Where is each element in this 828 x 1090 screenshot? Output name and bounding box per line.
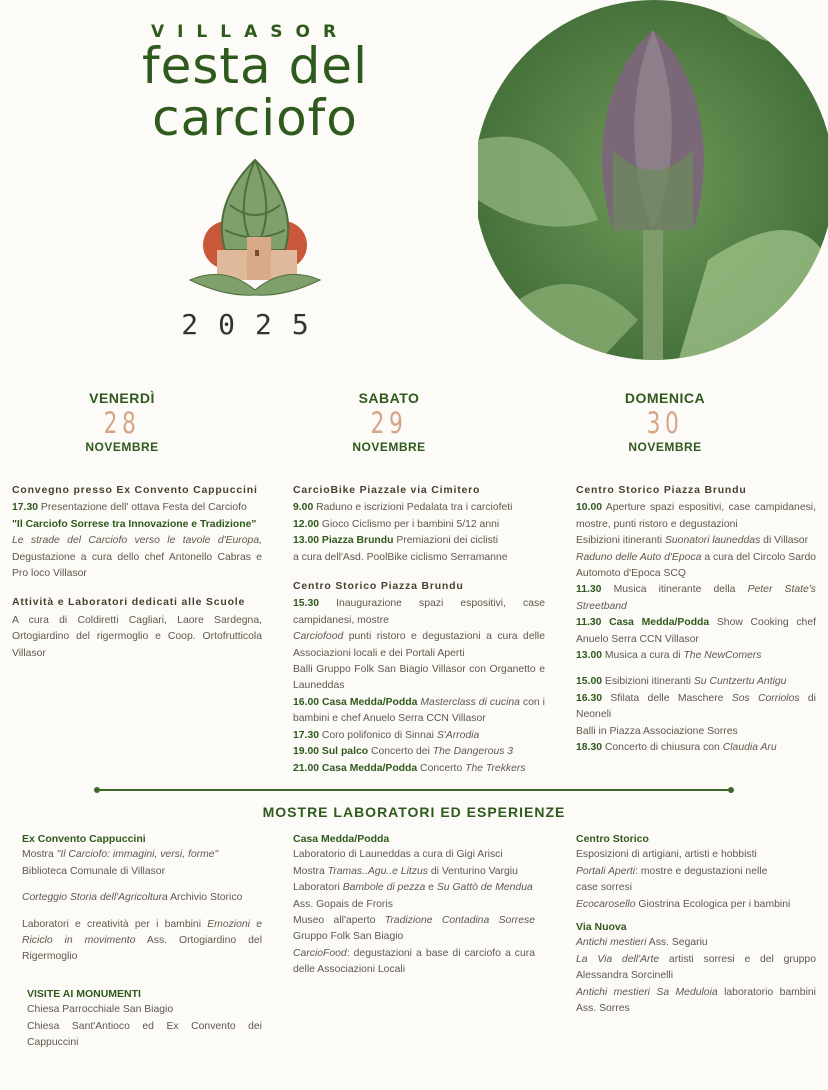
event-text: di Villasor [760,535,809,547]
event-title: Bambole di pezza [342,882,426,894]
event-text: Laboratorio di Launeddas a cura di Gigi Arisci [293,849,503,861]
program-line [293,500,545,516]
program-line [293,913,535,946]
time-label: 19.00 Sul palco [293,746,369,758]
program-line [293,596,545,629]
program-line [293,864,535,880]
event-text: Esibizioni itineranti [576,535,665,547]
event-text: Concerto di chiusura con [602,742,723,754]
day-number: 29 [370,406,408,440]
group-heading: VISITE AI MONUMENTI [27,987,141,1000]
festival-title [130,37,380,147]
event-title: Masterclass di cucina [417,696,520,708]
event-text: Inaugurazione spazi espositivi, case campidanesi, mostre [293,598,545,626]
program-line [293,897,535,913]
exhibits-title: MOSTRE LABORATORI ED ESPERIENZE [262,803,566,820]
event-text: : degustazioni a base di carciofo a cura delle Associazioni Locali [293,947,535,976]
program-line [576,648,816,664]
day-saturday [289,390,489,454]
event-text: a cura del Circolo Sardo Automoto d'Epoca SCQ [576,551,816,580]
event-text: Ass. Ortogiardino del Rigermoglio [22,934,263,963]
event-text: Coro polifonico di Sinnai [319,729,437,741]
program-line [576,582,816,615]
event-text: Esibizioni itineranti [602,676,694,688]
title-line-2: carciofo [152,89,358,147]
friday-column [12,482,262,662]
town-name: VILLASOR [150,22,350,42]
program-line [576,500,816,533]
program-line [576,674,816,690]
event-text: punti ristoro e degustazioni a cura delle Associazioni locali e dei Portali Aperti [293,631,545,659]
event-title: The Dangerous 3 [432,746,514,758]
group-heading: Centro Storico Piazza Brundu [576,484,747,496]
event-title: Portali Aperti [576,865,636,877]
program-row [0,482,828,777]
group-heading: CarcioBike Piazzale via Cimitero [293,484,481,496]
program-line [576,952,816,985]
program-line [293,744,545,760]
event-text: Show Cooking chef Anuelo Serra CCN Villasor [576,617,816,645]
event-text: con i bambini e chef Anuelo Serra CCN Villasor [293,696,545,725]
event-text: Gruppo Folk San Biagio [293,931,404,943]
saturday-carciobike [293,482,545,566]
event-title: La Via dell'Arte [576,953,660,965]
time-label: 12.00 [293,518,320,530]
program-line [576,615,816,648]
event-title: Su Cuntzertu Antigu [693,676,787,688]
event-text: Concerto dei [368,746,433,758]
event-text: Musica itinerante della [601,584,748,596]
day-number: 28 [103,406,141,440]
program-line [576,691,816,724]
event-text: Ass. Segariu [646,937,708,949]
event-title: Tradizione Contadina Sorrese [384,914,535,926]
saturday-centro-storico [293,578,545,777]
day-name: SABATO [358,390,420,406]
day-name: DOMENICA [624,390,706,406]
program-line [22,917,262,966]
program-line [12,500,262,516]
event-text: Concerto [417,762,466,774]
program-line [293,629,545,662]
event-text: Laboratori [293,882,343,894]
time-label: 13.00 Piazza Brundu [293,535,394,547]
event-text: Chiesa Parrocchiale San Biagio [27,1004,174,1016]
program-line [293,761,545,777]
event-text: Musica a cura di [602,650,684,662]
program-line [27,1019,262,1052]
program-line [12,533,262,582]
group-heading: Convegno presso Ex Convento Cappuccini [12,484,258,496]
time-label: 17.30 [293,729,320,741]
friday-schools [12,594,262,662]
time-label: 18.30 [576,742,603,754]
event-title: S'Arrodia [436,729,480,741]
event-text: a cura dell'Asd. PoolBike ciclismo Serramanne [293,551,508,563]
event-title: Carciofood [293,631,344,643]
day-friday [22,390,222,454]
event-title: Emozioni e Riciclo in movimento [22,918,262,946]
group-heading: Attività e Laboratori dedicati alle Scuole [12,596,246,609]
day-month: NOVEMBRE [352,440,426,454]
program-line [293,662,545,695]
program-line [293,550,545,566]
program-line [293,728,545,744]
event-title: CarcioFood [293,947,347,959]
event-text: Archivio Storico [167,892,243,904]
event-text: Premiazioni dei ciclisti [393,535,498,547]
program-line [293,533,545,549]
divider-wrapper [97,789,731,791]
event-text: Raduno e iscrizioni Pedalata tra i carciofeti [313,502,513,514]
event-text: di Venturino Vargiu [427,865,518,877]
sunday-column [576,482,816,757]
program-line [293,847,535,863]
event-text: Gioco Ciclismo per i bambini 5/12 anni [319,518,500,530]
artichoke-logo [185,155,325,300]
event-title: Ecocarosello [576,898,636,910]
exhibits-centro-storico [576,831,816,913]
group-heading: Via Nuova [576,920,627,933]
program-line [576,533,816,549]
program-line [576,935,816,951]
program-line [576,740,816,756]
event-text: Balli in Piazza Associazione Sorres [576,725,738,737]
time-label: 16.30 [576,692,603,704]
event-title: Suonatori launeddas [664,535,761,547]
program-line [22,864,262,880]
time-label: 11.30 Casa Medda/Podda [576,617,710,629]
program-line [576,897,816,913]
exhibits-visits [27,986,262,1052]
time-label: 15.30 [293,598,320,610]
group-heading: Casa Medda/Podda [293,832,390,845]
event-text: Giostrina Ecologica per i bambini [635,898,791,910]
event-title: Peter State's Streetband [576,584,816,612]
program-line [12,517,262,533]
event-text: Presentazione dell' ottava Festa del Carciofo [38,502,247,514]
group-heading: Centro Storico Piazza Brundu [293,580,464,593]
event-text: Museo all'aperto [293,914,385,926]
program-line [576,880,816,896]
time-label: 9.00 [293,502,314,514]
time-label: "Il Carciofo Sorrese tra Innovazione e Tradizione" [12,518,257,530]
event-title: The NewComers [683,650,762,662]
program-line [293,517,545,533]
day-number: 30 [646,406,684,440]
program-line [576,985,816,1018]
event-text: artisti sorresi e del gruppo Alessandra Sorcinelli [576,953,816,982]
program-line [22,890,262,906]
event-title: Corteggio Storia dell'Agricoltura [22,892,168,904]
event-text: Mostra [293,865,328,877]
event-text: Balli Gruppo Folk San Biagio Villasor con Organetto e Launeddas [293,664,545,692]
program-line [576,550,816,583]
day-month: NOVEMBRE [85,440,159,454]
title-line-1: festa del [142,37,368,95]
group-heading: Centro Storico [576,832,649,845]
event-title: Claudia Aru [722,742,777,754]
time-label: 15.00 [576,676,603,688]
event-text: A cura di Coldiretti Cagliari, Laore Sardegna, Ortogiardino del rigermoglio e Coop. Ortofrutticola Villasor [12,614,262,659]
event-text: case sorresi [576,882,633,894]
exhibits-ex-convento [22,831,262,966]
program-line [293,946,535,979]
time-label: 17.30 [12,502,39,514]
exhibits-column-2 [293,831,535,979]
event-title: Sos Corriolos [731,692,800,704]
event-text: laboratorio bambini Ass. Sorres [576,986,816,1014]
program-line [576,847,816,863]
festival-year: 2025 [181,308,329,341]
event-text: : mostre e degustazioni nelle [635,865,768,877]
event-title: Su Gattò de Mendua [436,882,533,894]
exhibits-casa-medda [293,831,535,979]
program-line [293,695,545,728]
exhibits-row [0,831,828,1051]
day-name: VENERDÌ [89,390,155,406]
event-title: Raduno delle Auto d'Epoca [576,551,702,563]
event-text: Ass. Gopais de Froris [293,898,393,910]
group-heading: Ex Convento Cappuccini [22,832,146,845]
event-text: di Neoneli [576,692,816,721]
time-label: 11.30 [576,584,602,596]
program-and-exhibits [0,482,828,1051]
program-line [22,847,262,863]
event-text: Chiesa Sant'Antioco ed Ex Convento dei Cappuccini [27,1020,262,1048]
time-label: 16.00 Casa Medda/Podda [293,696,418,708]
time-label: 10.00 [576,502,603,514]
event-text: Degustazione a cura dello chef Antonello Cabras e Pro loco Villasor [12,551,262,580]
event-text: e [425,882,437,894]
exhibits-via-nuova [576,919,816,1017]
event-text: Mostra [22,849,57,861]
program-line [576,864,816,880]
exhibits-column-3 [576,831,816,1017]
program-line [27,1002,262,1018]
friday-convegno [12,482,262,582]
event-title: Antichi mestieri [576,937,647,949]
sunday-centro-storico [576,482,816,757]
event-text: Esposizioni di artigiani, artisti e hobbisti [576,849,757,861]
section-divider [97,789,731,791]
program-line [293,880,535,896]
day-sunday [565,390,765,454]
day-month: NOVEMBRE [628,440,702,454]
time-label: 13.00 [576,650,603,662]
program-line [12,613,262,662]
event-title: Antichi mestieri Sa Meduloia [576,986,718,998]
event-text: Sfilata delle Maschere [602,692,732,704]
event-text: Aperture spazi espositivi, case campidanesi, mostre, punti ristoro e degustazioni [576,502,816,530]
saturday-column [293,482,545,777]
event-title: Le strade del Carciofo verso le tavole d'Europa, [12,535,262,547]
event-title: "Il Carciofo: immagini, versi, forme" [56,849,219,861]
artichoke-photo [478,0,828,362]
event-text: Laboratori e creatività per i bambini [22,918,208,930]
event-title: Tramas..Agu..e Litzus [327,865,428,877]
event-text: Biblioteca Comunale di Villasor [22,865,166,877]
program-line [576,724,816,740]
time-label: 21.00 Casa Medda/Podda [293,762,418,774]
exhibits-column-1 [22,831,262,1051]
event-title: The Trekkers [465,762,526,774]
